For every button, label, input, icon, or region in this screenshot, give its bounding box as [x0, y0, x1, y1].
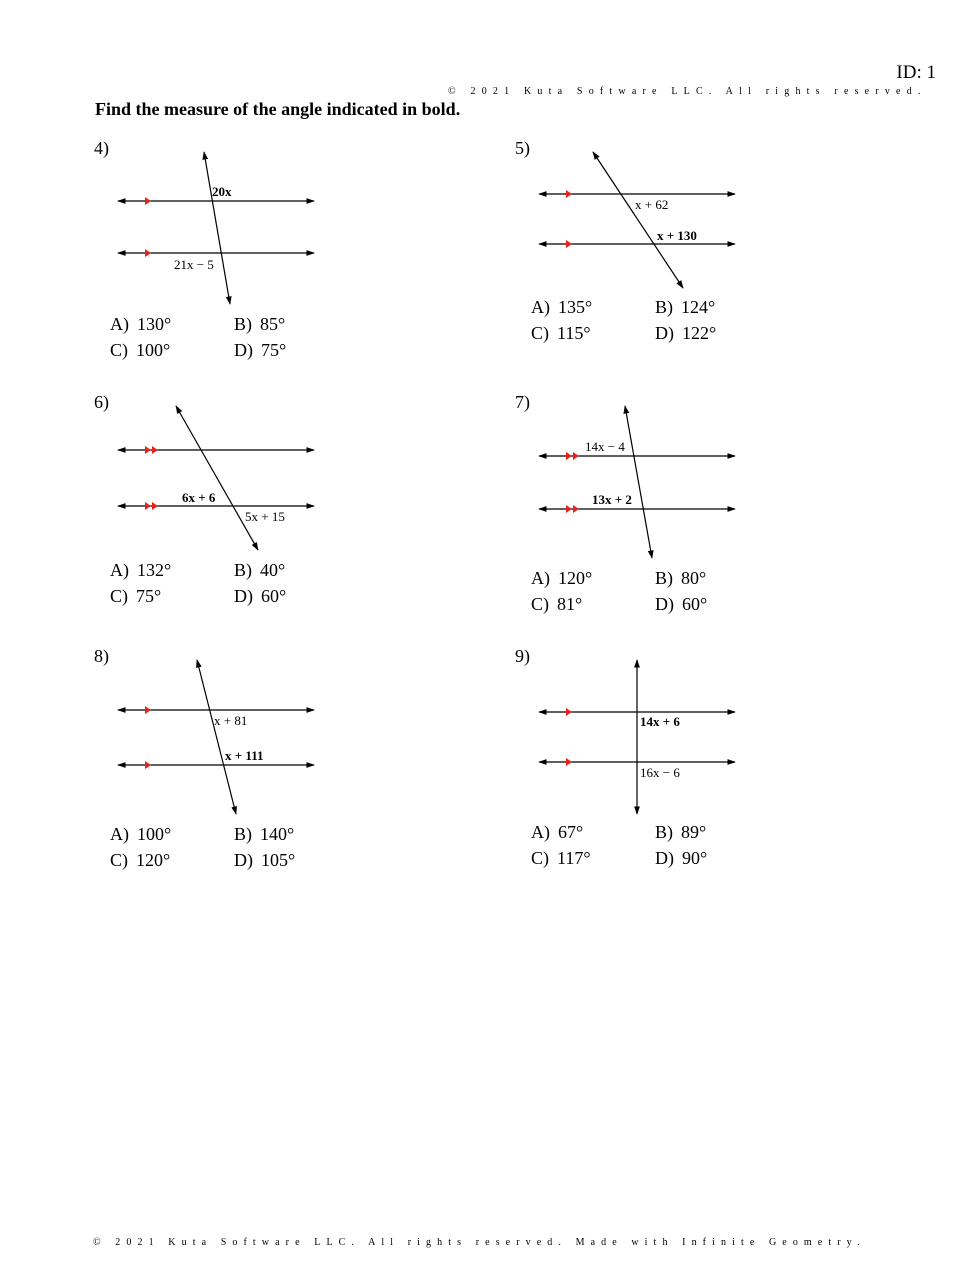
problem-number: 8) — [94, 646, 109, 666]
problem-5 — [515, 138, 955, 388]
parallel-mark-icon — [152, 446, 158, 454]
choice-letter: C) — [110, 340, 128, 360]
answer-choice-d — [655, 323, 716, 344]
answer-choice-d — [655, 594, 707, 615]
choice-letter: D) — [655, 323, 674, 343]
copyright-top: © 2021 Kuta Software LLC. All rights reserved. — [448, 86, 927, 97]
answer-choice-a — [110, 824, 171, 845]
choice-letter: D) — [234, 340, 253, 360]
transversal-line — [625, 406, 652, 558]
answer-choice-a — [110, 314, 171, 335]
choice-value: 100° — [136, 340, 171, 360]
problem-number: 6) — [94, 392, 109, 412]
parallel-mark-icon — [152, 502, 158, 510]
choice-letter: B) — [234, 560, 252, 580]
transversal-line — [204, 152, 230, 304]
angle-label-bottom: x + 111 — [225, 748, 264, 763]
answer-choice-b — [234, 560, 285, 581]
choice-letter: C) — [531, 594, 549, 614]
choice-value: 75° — [136, 586, 162, 606]
angle-label-top: 20x — [212, 184, 232, 199]
transversal-diagram — [94, 646, 534, 826]
transversal-diagram — [515, 646, 955, 826]
choice-letter: D) — [655, 848, 674, 868]
choice-letter: D) — [234, 850, 253, 870]
answer-choice-b — [655, 822, 706, 843]
choice-value: 122° — [682, 323, 717, 343]
copyright-bottom: © 2021 Kuta Software LLC. All rights reserved. Made with Infinite Geometry. — [93, 1237, 866, 1248]
answer-choice-a — [531, 568, 592, 589]
problem-7 — [515, 392, 955, 642]
choice-value: 124° — [681, 297, 716, 317]
choice-value: 90° — [682, 848, 708, 868]
answer-choice-c — [531, 594, 582, 615]
transversal-line — [197, 660, 236, 814]
instructions-heading: Find the measure of the angle indicated in bold. — [95, 99, 461, 119]
parallel-mark-icon — [145, 706, 151, 714]
choice-value: 115° — [557, 323, 591, 343]
answer-choice-d — [234, 586, 286, 607]
problem-6 — [94, 392, 534, 642]
choice-value: 60° — [261, 586, 287, 606]
transversal-line — [593, 152, 683, 288]
choice-value: 105° — [261, 850, 296, 870]
problem-number: 7) — [515, 392, 530, 412]
angle-label-bottom: 13x + 2 — [592, 492, 632, 507]
parallel-mark-icon — [566, 505, 572, 513]
parallel-mark-icon — [145, 249, 151, 257]
parallel-mark-icon — [566, 708, 572, 716]
choice-letter: A) — [531, 297, 550, 317]
choice-value: 81° — [557, 594, 583, 614]
answer-choice-c — [110, 586, 161, 607]
angle-label-top: 6x + 6 — [182, 490, 216, 505]
answer-choice-c — [531, 323, 591, 344]
problem-4 — [94, 138, 534, 388]
answer-choice-d — [655, 848, 707, 869]
angle-label-bottom: 16x − 6 — [640, 765, 680, 780]
choice-value: 130° — [137, 314, 172, 334]
choice-value: 75° — [261, 340, 287, 360]
angle-label-top: x + 62 — [635, 197, 669, 212]
choice-letter: C) — [531, 848, 549, 868]
choice-letter: C) — [110, 586, 128, 606]
parallel-mark-icon — [145, 761, 151, 769]
parallel-mark-icon — [573, 505, 579, 513]
choice-letter: A) — [531, 822, 550, 842]
transversal-line — [176, 406, 258, 550]
answer-choice-a — [531, 822, 583, 843]
answer-choice-a — [110, 560, 171, 581]
choice-value: 89° — [681, 822, 707, 842]
choice-value: 67° — [558, 822, 584, 842]
angle-label-top: x + 81 — [214, 713, 248, 728]
transversal-diagram — [94, 138, 534, 318]
parallel-mark-icon — [566, 758, 572, 766]
answer-choice-b — [234, 314, 285, 335]
problem-number: 4) — [94, 138, 109, 158]
choice-letter: B) — [234, 824, 252, 844]
answer-choice-b — [655, 568, 706, 589]
transversal-diagram — [515, 138, 955, 318]
choice-letter: C) — [110, 850, 128, 870]
parallel-mark-icon — [566, 452, 572, 460]
answer-choice-a — [531, 297, 592, 318]
choice-letter: D) — [655, 594, 674, 614]
choice-letter: B) — [234, 314, 252, 334]
choice-letter: A) — [110, 314, 129, 334]
choice-value: 117° — [557, 848, 591, 868]
answer-choice-c — [110, 850, 170, 871]
choice-letter: A) — [110, 560, 129, 580]
parallel-mark-icon — [566, 240, 572, 248]
choice-value: 80° — [681, 568, 707, 588]
answer-choice-b — [234, 824, 294, 845]
angle-label-top: 14x − 4 — [585, 439, 625, 454]
choice-value: 135° — [558, 297, 593, 317]
choice-letter: B) — [655, 297, 673, 317]
problem-number: 9) — [515, 646, 530, 666]
choice-value: 132° — [137, 560, 172, 580]
choice-value: 60° — [682, 594, 708, 614]
problem-number: 5) — [515, 138, 530, 158]
choice-letter: B) — [655, 822, 673, 842]
choice-value: 140° — [260, 824, 295, 844]
parallel-mark-icon — [566, 190, 572, 198]
choice-letter: B) — [655, 568, 673, 588]
choice-value: 40° — [260, 560, 286, 580]
choice-value: 100° — [137, 824, 172, 844]
answer-choice-c — [531, 848, 591, 869]
choice-value: 120° — [136, 850, 171, 870]
answer-choice-b — [655, 297, 715, 318]
choice-value: 120° — [558, 568, 593, 588]
transversal-diagram — [515, 392, 955, 572]
choice-letter: A) — [531, 568, 550, 588]
angle-label-bottom: 5x + 15 — [245, 509, 285, 524]
transversal-diagram — [94, 392, 534, 572]
angle-label-top: 14x + 6 — [640, 714, 680, 729]
problem-8 — [94, 646, 534, 896]
answer-choice-c — [110, 340, 170, 361]
angle-label-bottom: 21x − 5 — [174, 257, 214, 272]
parallel-mark-icon — [145, 446, 151, 454]
choice-letter: C) — [531, 323, 549, 343]
parallel-mark-icon — [145, 197, 151, 205]
answer-choice-d — [234, 850, 295, 871]
answer-choice-d — [234, 340, 286, 361]
choice-letter: D) — [234, 586, 253, 606]
choice-value: 85° — [260, 314, 286, 334]
worksheet-id: ID: 1 — [896, 62, 936, 83]
problem-9 — [515, 646, 955, 896]
choice-letter: A) — [110, 824, 129, 844]
angle-label-bottom: x + 130 — [657, 228, 697, 243]
parallel-mark-icon — [573, 452, 579, 460]
parallel-mark-icon — [145, 502, 151, 510]
